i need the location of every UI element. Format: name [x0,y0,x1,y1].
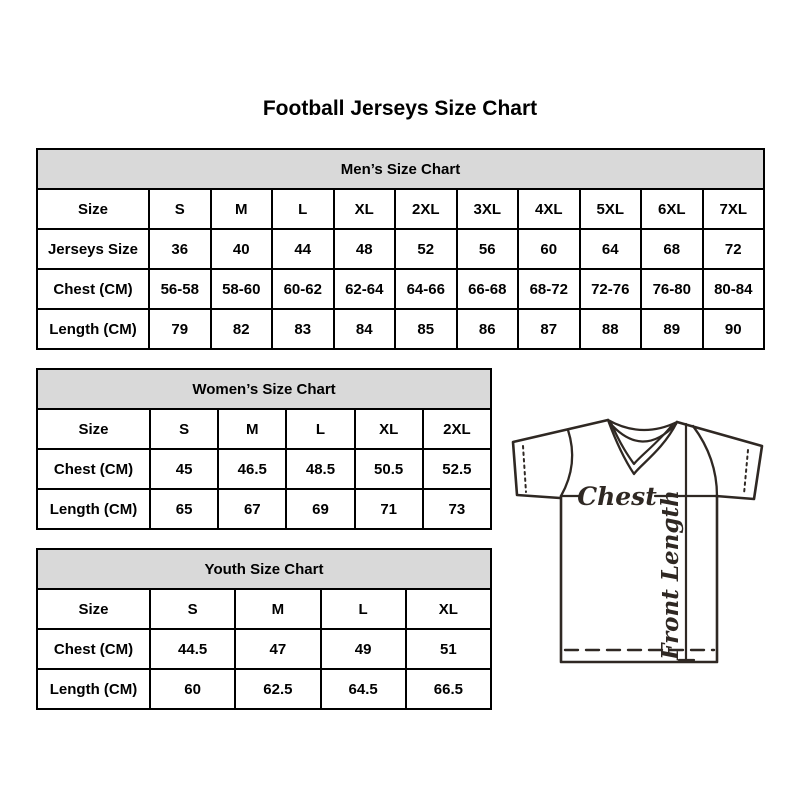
jersey-collar-back-line [608,420,677,430]
mens-table-title: Men’s Size Chart [37,149,764,189]
page-title: Football Jerseys Size Chart [262,97,538,120]
jersey-right-armhole-seam [693,426,717,496]
table-cell: S [149,189,211,229]
table-cell: 56 [457,229,519,269]
table-row [37,189,764,229]
table-cell: 71 [355,489,423,529]
table-row [37,269,764,309]
table-cell: 68-72 [518,269,580,309]
table-row [37,629,491,669]
table-cell: 45 [150,449,218,489]
table-cell: L [272,189,334,229]
table-cell: 64-66 [395,269,457,309]
table-cell: 88 [580,309,642,349]
table-cell: 2XL [423,409,491,449]
table-cell: 58-60 [211,269,273,309]
table-cell: 5XL [580,189,642,229]
table-cell: XL [334,189,396,229]
table-row [37,409,491,449]
row-header-cell: Size [37,589,150,629]
table-row [37,669,491,709]
row-header-cell: Length (CM) [37,309,149,349]
table-row [37,229,764,269]
table-cell: 66-68 [457,269,519,309]
table-cell: 66.5 [406,669,491,709]
table-cell: 83 [272,309,334,349]
table-cell: XL [355,409,423,449]
row-header-cell: Length (CM) [37,669,150,709]
table-cell: 65 [150,489,218,529]
jersey-vneck-outer [608,420,677,474]
table-cell: 84 [334,309,396,349]
row-header-cell: Size [37,189,149,229]
table-cell: 62.5 [235,669,320,709]
table-cell: 87 [518,309,580,349]
table-cell: 7XL [703,189,765,229]
table-cell: 73 [423,489,491,529]
table-row [37,449,491,489]
mens-size-table [36,148,765,350]
table-cell: 76-80 [641,269,703,309]
table-cell: 85 [395,309,457,349]
table-cell: 69 [286,489,354,529]
table-cell: 62-64 [334,269,396,309]
table-cell: 82 [211,309,273,349]
table-cell: 56-58 [149,269,211,309]
table-cell: 80-84 [703,269,765,309]
womens-table-header-row [37,369,491,409]
table-row [37,489,491,529]
table-cell: M [211,189,273,229]
youth-table-title: Youth Size Chart [37,549,491,589]
row-header-cell: Jerseys Size [37,229,149,269]
table-cell: 49 [321,629,406,669]
table-cell: 52.5 [423,449,491,489]
table-cell: 3XL [457,189,519,229]
table-cell: 72-76 [580,269,642,309]
jersey-body-outline [561,496,717,662]
jersey-measurement-diagram [497,408,769,670]
chest-label: Chest [577,482,657,511]
table-cell: L [321,589,406,629]
table-cell: S [150,589,235,629]
table-cell: 79 [149,309,211,349]
table-cell: 60 [150,669,235,709]
row-header-cell: Length (CM) [37,489,150,529]
left-cuff-stitch-line [523,446,526,492]
table-cell: 64 [580,229,642,269]
row-header-cell: Size [37,409,150,449]
table-cell: 48 [334,229,396,269]
table-cell: 67 [218,489,286,529]
table-cell: 2XL [395,189,457,229]
table-cell: 48.5 [286,449,354,489]
table-cell: L [286,409,354,449]
table-cell: M [235,589,320,629]
table-cell: 50.5 [355,449,423,489]
table-cell: 89 [641,309,703,349]
table-cell: 86 [457,309,519,349]
table-cell: S [150,409,218,449]
table-cell: 36 [149,229,211,269]
table-cell: XL [406,589,491,629]
row-header-cell: Chest (CM) [37,629,150,669]
womens-table-title: Women’s Size Chart [37,369,491,409]
row-header-cell: Chest (CM) [37,449,150,489]
table-cell: 44 [272,229,334,269]
youth-size-table [36,548,492,710]
youth-table-header-row [37,549,491,589]
table-cell: 4XL [518,189,580,229]
table-cell: 46.5 [218,449,286,489]
row-header-cell: Chest (CM) [37,269,149,309]
table-cell: 68 [641,229,703,269]
table-cell: 72 [703,229,765,269]
table-cell: 90 [703,309,765,349]
table-cell: 51 [406,629,491,669]
mens-table-header-row [37,149,764,189]
table-cell: 52 [395,229,457,269]
jersey-right-sleeve [677,422,762,499]
table-cell: 6XL [641,189,703,229]
table-cell: 60 [518,229,580,269]
table-row [37,589,491,629]
front-length-label: Front Length [657,490,684,660]
jersey-left-armhole-seam [561,430,572,496]
table-row [37,309,764,349]
table-cell: 64.5 [321,669,406,709]
table-cell: 47 [235,629,320,669]
table-cell: 44.5 [150,629,235,669]
table-cell: 60-62 [272,269,334,309]
table-cell: M [218,409,286,449]
womens-size-table [36,368,492,530]
right-cuff-stitch-line [744,450,748,494]
table-cell: 40 [211,229,273,269]
